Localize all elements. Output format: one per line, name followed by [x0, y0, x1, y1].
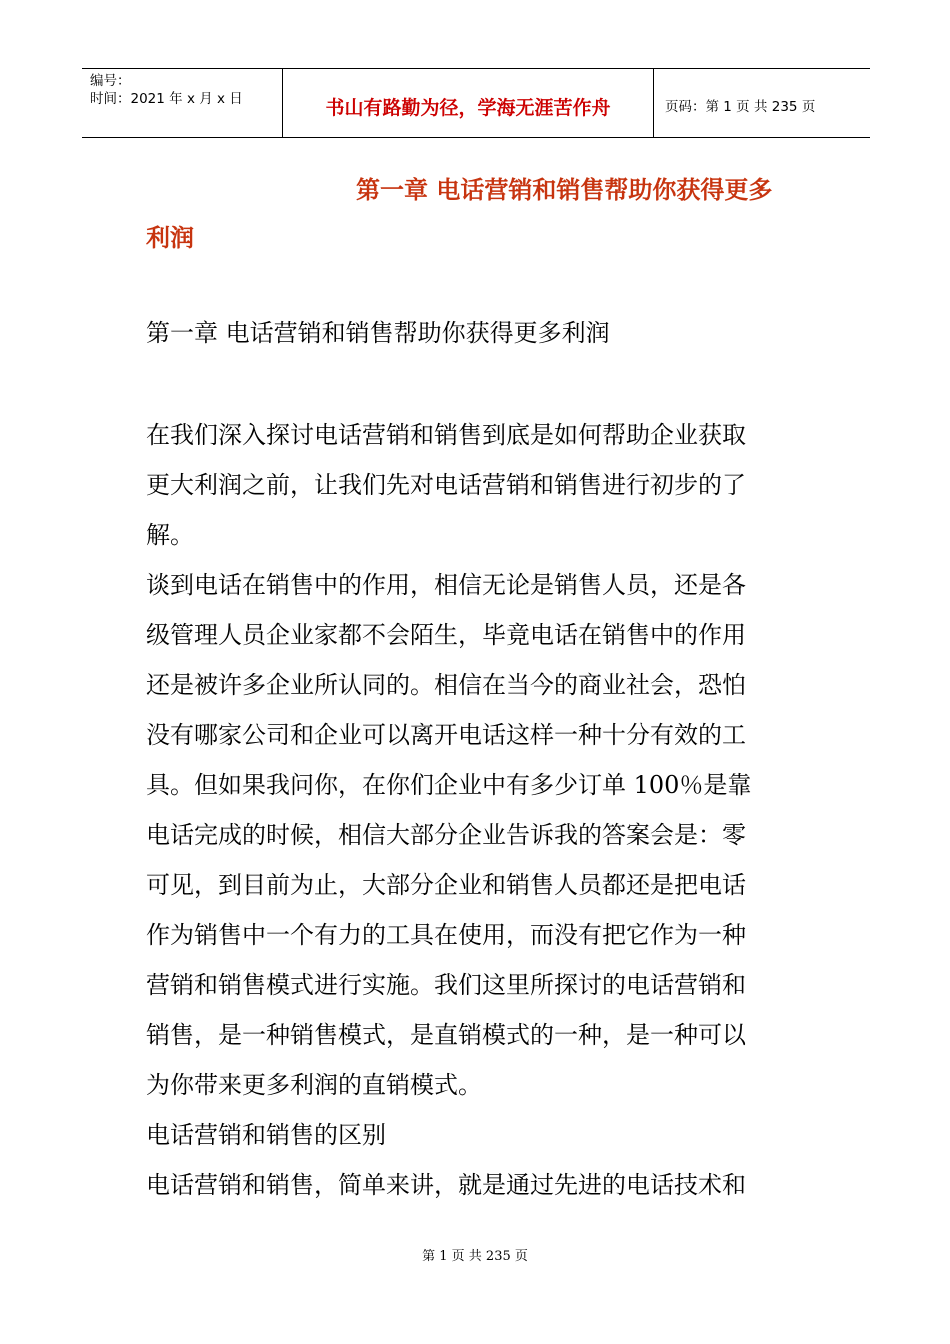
paragraph-line: 还是被许多企业所认同的。相信在当今的商业社会，恐怕: [146, 671, 746, 699]
document-date-label: 时间：2021 年 x 月 x 日: [90, 91, 243, 107]
header-page-cell: [653, 69, 870, 137]
header-motto-cell: [282, 69, 654, 137]
paragraph-line: 没有哪家公司和企业可以离开电话这样一种十分有效的工: [146, 721, 746, 749]
paragraph-line: 电话营销和销售，简单来讲，就是通过先进的电话技术和: [146, 1171, 746, 1199]
chapter-title-line-1: 第一章 电话营销和销售帮助你获得更多: [356, 176, 773, 204]
chapter-heading: 第一章 电话营销和销售帮助你获得更多利润: [146, 319, 610, 347]
paragraph-line: 为你带来更多利润的直销模式。: [146, 1071, 482, 1099]
document-number-label: 编号：: [90, 73, 131, 89]
chapter-title-line-2: 利润: [146, 224, 194, 252]
header-page-info: 页码：第 1 页 共 235 页: [665, 99, 816, 115]
page-header: [82, 68, 870, 138]
paragraph-line: 解。: [146, 521, 194, 549]
paragraph-line: 具。但如果我问你，在你们企业中有多少订单 100％是靠: [146, 771, 752, 799]
section-heading: 电话营销和销售的区别: [146, 1121, 386, 1149]
paragraph-line: 作为销售中一个有力的工具在使用，而没有把它作为一种: [146, 921, 746, 949]
paragraph-line: 电话完成的时候，相信大部分企业告诉我的答案会是：零: [146, 821, 746, 849]
paragraph-line: 谈到电话在销售中的作用，相信无论是销售人员，还是各: [146, 571, 746, 599]
paragraph-line: 级管理人员企业家都不会陌生，毕竟电话在销售中的作用: [146, 621, 746, 649]
paragraph-line: 可见，到目前为止，大部分企业和销售人员都还是把电话: [146, 871, 746, 899]
paragraph-line: 营销和销售模式进行实施。我们这里所探讨的电话营销和: [146, 971, 746, 999]
paragraph-line: 更大利润之前，让我们先对电话营销和销售进行初步的了: [146, 471, 746, 499]
paragraph-line: 销售，是一种销售模式，是直销模式的一种，是一种可以: [146, 1021, 746, 1049]
paragraph-line: 在我们深入探讨电话营销和销售到底是如何帮助企业获取: [146, 421, 746, 449]
page-footer: 第 1 页 共 235 页: [422, 1249, 528, 1264]
header-motto: 书山有路勤为径，学海无涯苦作舟: [325, 97, 611, 119]
header-info-cell: [82, 69, 282, 137]
